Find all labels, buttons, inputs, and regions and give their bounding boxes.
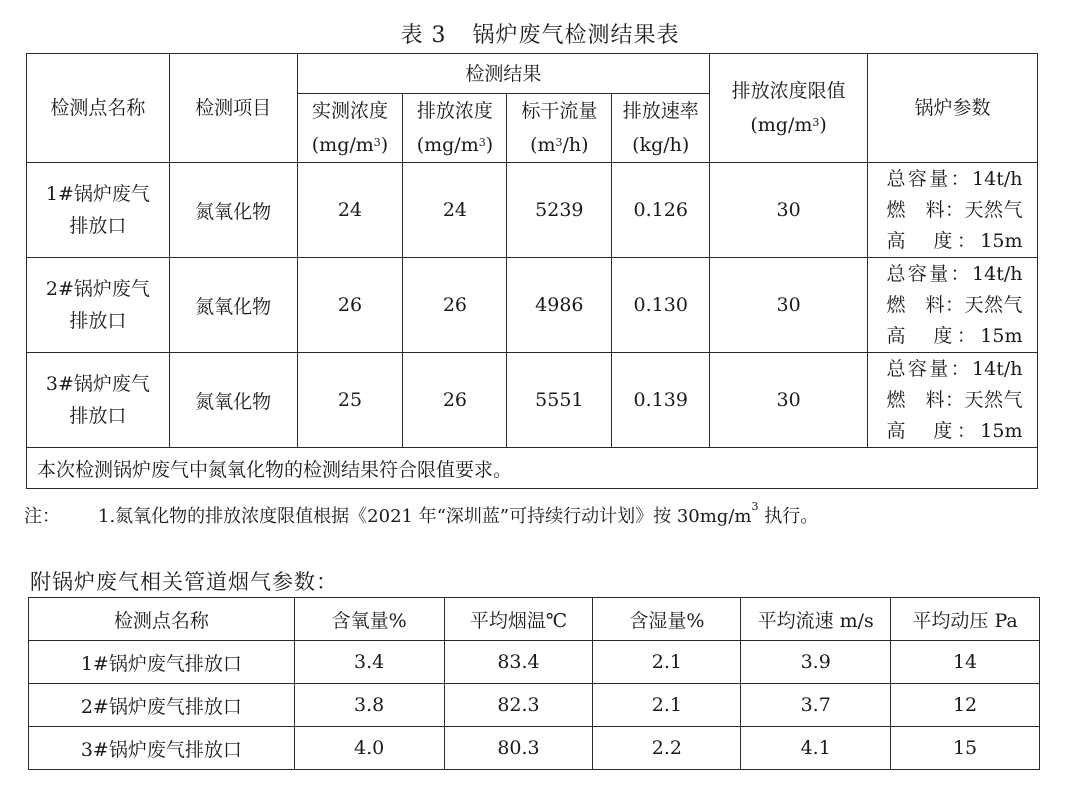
- header-flow: 标干流量 $(m^3/h)$: [507, 94, 612, 163]
- header-oxygen: 含氧量%: [294, 598, 444, 641]
- header-velocity: 平均流速 m/s: [741, 598, 891, 641]
- footnote-sup: 3: [751, 500, 759, 513]
- point-name-cell: 2#锅炉废气排放口: [29, 684, 295, 727]
- oxygen-cell: 3.8: [294, 684, 444, 727]
- measured-cell: 24: [297, 163, 403, 258]
- footnote-text: 1.氮氧化物的排放浓度限值根据《2021 年“深圳蓝”可持续行动计划》按 30mg/m: [98, 506, 752, 527]
- emission-cell: 26: [403, 353, 507, 448]
- header-emission-conc: 排放浓度 $(mg/m^3)$: [403, 94, 507, 163]
- table-title-text: 锅炉废气检测结果表: [472, 23, 680, 48]
- limit-cell: 30: [710, 353, 868, 448]
- conclusion-text: 本次检测锅炉废气中氮氧化物的检测结果符合限值要求。: [27, 448, 1038, 489]
- header-pressure: 平均动压 Pa: [891, 598, 1040, 641]
- section-subtitle: 附锅炉废气相关管道烟气参数：: [30, 570, 338, 594]
- humidity-cell: 2.1: [593, 641, 741, 684]
- rate-cell: 0.130: [612, 258, 710, 353]
- point-name-cell: 3#锅炉废气 排放口: [27, 353, 170, 448]
- measured-cell: 25: [297, 353, 403, 448]
- item-cell: 氮氧化物: [169, 353, 297, 448]
- temperature-cell: 83.4: [444, 641, 593, 684]
- temperature-cell: 80.3: [444, 727, 593, 770]
- limit-cell: 30: [710, 258, 868, 353]
- point-name-cell: 3#锅炉废气排放口: [29, 727, 295, 770]
- rate-cell: 0.139: [612, 353, 710, 448]
- header-humidity: 含湿量%: [593, 598, 741, 641]
- oxygen-cell: 3.4: [294, 641, 444, 684]
- humidity-cell: 2.2: [593, 727, 741, 770]
- velocity-cell: 4.1: [741, 727, 891, 770]
- velocity-cell: 3.9: [741, 641, 891, 684]
- header-measured-conc: 实测浓度 $(mg/m^3)$: [297, 94, 403, 163]
- boiler-params-cell: 总容量：14t/h 燃 料：天然气 高 度：15m: [868, 163, 1038, 258]
- footnote-label: 注：: [24, 506, 60, 527]
- point-name-cell: 1#锅炉废气排放口: [29, 641, 295, 684]
- flue-gas-params-table: [28, 597, 1040, 770]
- oxygen-cell: 4.0: [294, 727, 444, 770]
- emission-cell: 24: [403, 163, 507, 258]
- header-temperature: 平均烟温℃: [444, 598, 593, 641]
- flow-cell: 5239: [507, 163, 612, 258]
- table-row: [29, 684, 1040, 727]
- header-row: [29, 598, 1040, 641]
- table-row: [27, 258, 1038, 353]
- pressure-cell: 15: [891, 727, 1040, 770]
- emission-results-table: [26, 53, 1038, 489]
- emission-cell: 26: [403, 258, 507, 353]
- boiler-params-cell: 总容量：14t/h 燃 料：天然气 高 度：15m: [868, 258, 1038, 353]
- header-point-name: 检测点名称: [29, 598, 295, 641]
- velocity-cell: 3.7: [741, 684, 891, 727]
- pressure-cell: 14: [891, 641, 1040, 684]
- boiler-params-cell: 总容量：14t/h 燃 料：天然气 高 度：15m: [868, 353, 1038, 448]
- header-limit: 排放浓度限值 $(mg/m^3)$: [710, 54, 868, 163]
- point-name-cell: 1#锅炉废气 排放口: [27, 163, 170, 258]
- header-limit-unit: $(mg/m^3)$: [750, 114, 827, 136]
- temperature-cell: 82.3: [444, 684, 593, 727]
- flow-cell: 4986: [507, 258, 612, 353]
- item-cell: 氮氧化物: [169, 258, 297, 353]
- header-point-name: 检测点名称: [27, 54, 170, 163]
- footnote-text-end: 执行。: [758, 506, 819, 527]
- table-number: 表 3: [400, 23, 447, 48]
- table-row: [27, 353, 1038, 448]
- point-name-cell: 2#锅炉废气 排放口: [27, 258, 170, 353]
- table-row: [29, 641, 1040, 684]
- item-cell: 氮氧化物: [169, 163, 297, 258]
- table-row: [27, 163, 1038, 258]
- pressure-cell: 12: [891, 684, 1040, 727]
- limit-cell: 30: [710, 163, 868, 258]
- header-rate: 排放速率 (kg/h): [612, 94, 710, 163]
- table-title: [0, 18, 1080, 49]
- header-results: 检测结果: [297, 54, 710, 94]
- humidity-cell: 2.1: [593, 684, 741, 727]
- header-item: 检测项目: [169, 54, 297, 163]
- table-row: [29, 727, 1040, 770]
- flow-cell: 5551: [507, 353, 612, 448]
- conclusion-row: [27, 448, 1038, 489]
- header-boiler-params: 锅炉参数: [868, 54, 1038, 163]
- measured-cell: 26: [297, 258, 403, 353]
- rate-cell: 0.126: [612, 163, 710, 258]
- footnote: [24, 502, 818, 528]
